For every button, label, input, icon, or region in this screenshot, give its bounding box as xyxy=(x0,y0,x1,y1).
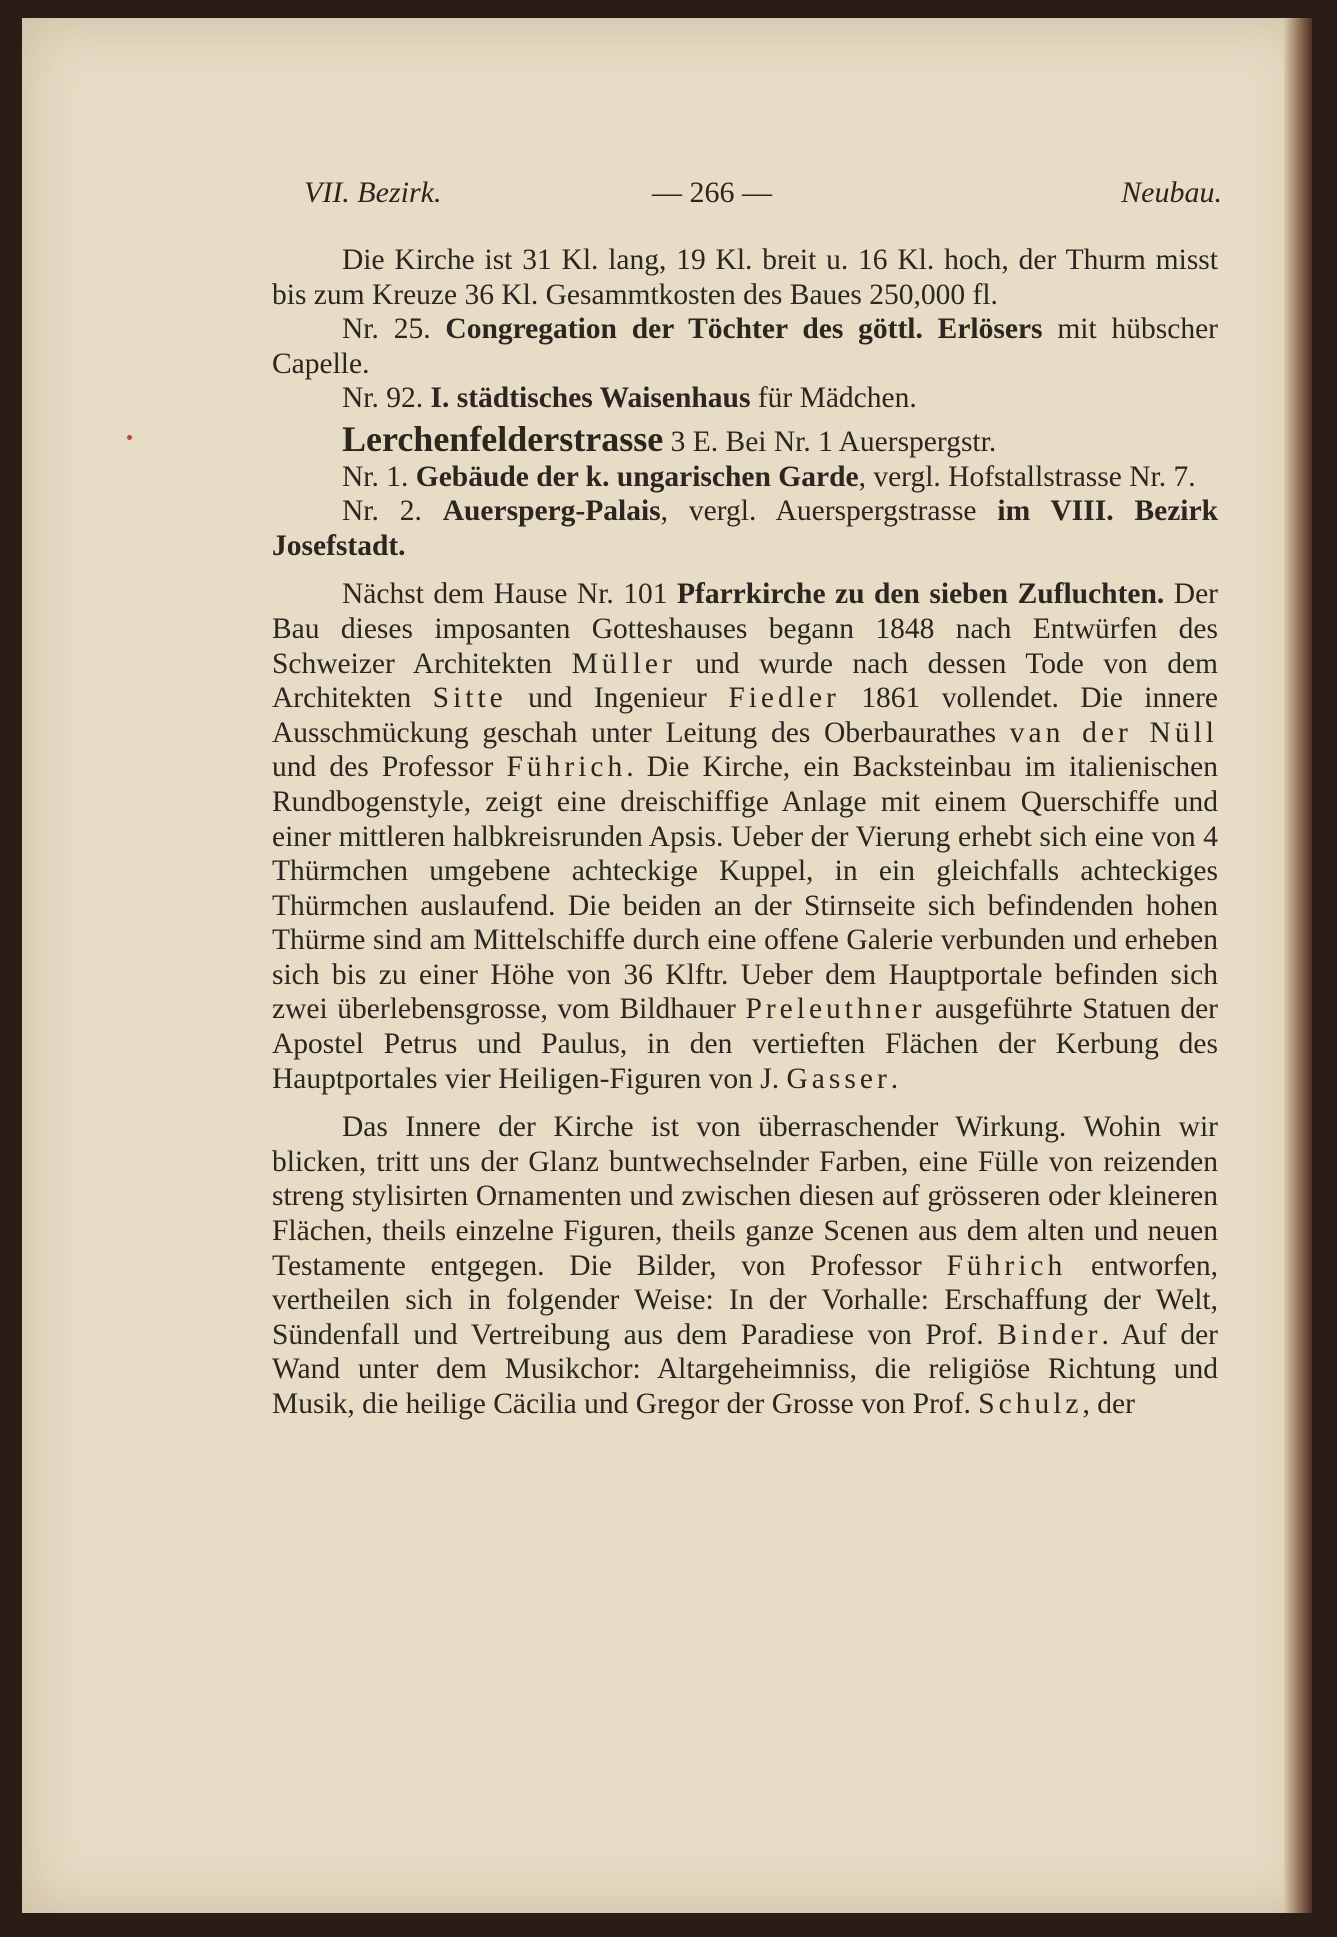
ink-spot xyxy=(127,435,132,440)
person-name: Führich xyxy=(506,751,627,784)
entry-text: . Auf der Wand unter dem Musikchor: Altargeheimniss, die religiöse Richtung und Musik, die heilige Cäcilia und Gregor der Grosse von Prof. xyxy=(272,1318,1218,1420)
entry-text: Das Innere der Kirche ist von überraschender Wirkung. Wohin wir blicken, tritt uns der Glanz buntwechselnder Farben, eine Fülle von reizenden streng stylisirten Ornamenten und zwischen diesen auf grösseren oder kleineren Flächen, theils einzelne Figuren, theils ganze Scenen aus dem alten und neuen Testamente entgegen. Die Bilder, von Professor xyxy=(272,1111,1218,1282)
person-name: Gasser xyxy=(786,1062,891,1095)
header-area: Neubau. xyxy=(1121,176,1222,209)
entry-text: ausgeführte Statuen der Apostel Petrus und Paulus, in den vertieften Flächen der Kerbung des Hauptportales vier Heiligen-Figuren von J. xyxy=(272,993,1219,1095)
paragraph xyxy=(272,460,1218,495)
entry-text: , vergl. Hofstallstrasse Nr. 7. xyxy=(858,460,1196,493)
entry-text: , der xyxy=(1082,1388,1135,1420)
entry-number: Nr. 92. xyxy=(342,382,431,415)
entry-text: 1861 vollendet. Die innere Ausschmückung geschah unter Leitung des Oberbaurathes xyxy=(272,682,1219,749)
entry-text: Der Bau dieses imposanten Gotteshauses begann 1848 nach Entwürfen des Schweizer Architekten xyxy=(272,578,1218,680)
person-name: Schulz xyxy=(978,1388,1083,1420)
entry-title: Gebäude der k. ungarischen Garde xyxy=(415,460,859,493)
person-name: Preleuthner xyxy=(745,993,926,1026)
person-name: Führich xyxy=(946,1249,1067,1282)
person-name: Sitte xyxy=(432,682,507,715)
entry-title: im VIII. Bezirk Josefstadt. xyxy=(272,495,1219,562)
entry-text: und wurde nach dessen Tode von dem Architekten xyxy=(272,647,1218,715)
person-name: Binder xyxy=(997,1318,1102,1351)
page-header xyxy=(282,176,1222,216)
person-name: Müller xyxy=(571,647,676,680)
entry-text: Nächst dem Hause Nr. 101 xyxy=(342,578,677,611)
street-info: 3 E. Bei Nr. 1 Auerspergstr. xyxy=(663,425,997,458)
paragraph xyxy=(272,494,1218,563)
header-district: VII. Bezirk. xyxy=(304,176,442,209)
street-name: Lerchenfelderstrasse xyxy=(342,418,664,459)
entry-text: für Mädchen. xyxy=(750,382,917,415)
paragraph xyxy=(272,243,1218,312)
entry-text: mit hübscher Capelle. xyxy=(272,313,1218,380)
entry-text: und Ingenieur xyxy=(506,682,729,715)
entry-title: Auersperg-Palais xyxy=(442,495,661,528)
entry-text: entworfen, vertheilen sich in folgender Weise: In der Vorhalle: Erschaffung der Welt, Sündenfall und Vertreibung aus dem Paradiese von Prof. xyxy=(272,1249,1218,1351)
entry-text: , vergl. Auerspergstrasse xyxy=(660,495,998,528)
entry-title: Congregation der Töchter des göttl. Erlösers xyxy=(445,313,1043,346)
paragraph-text: Die Kirche ist 31 Kl. lang, 19 Kl. breit u. 16 Kl. hoch, der Thurm misst bis zum Kreuze 36 Kl. Gesammtkosten des Baues 250,000 fl. xyxy=(272,244,1218,311)
person-name: Fiedler xyxy=(728,682,840,715)
page-number: — 266 — xyxy=(652,176,772,209)
entry-text: . Die Kirche, ein Backsteinbau im italienischen Rundbogenstyle, zeigt eine dreischiffige Anlage mit einem Querschiffe und einer mittleren halbkreisrunden Apsis. Ueber der Vierung erhebt sich eine von 4 Thürmchen umgebene achteckige Kuppel, in ein gleichfalls achteckiges Thürmchen auslaufend. Die beiden an der Stirnseite sich befindenden hohen Thürme sind am Mittelschiffe durch eine offene Galerie verbunden und erheben sich bis zu einer Höhe von 36 Klftr. Ueber dem Hauptportale befinden sich zwei überlebensgrosse, vom Bildhauer xyxy=(272,751,1218,1026)
book-page xyxy=(22,18,1312,1913)
paragraph xyxy=(272,381,1218,416)
person-name: van der Nüll xyxy=(1009,716,1218,749)
street-heading xyxy=(272,418,1218,460)
paragraph xyxy=(272,1110,1218,1421)
entry-title: I. städtisches Waisenhaus xyxy=(430,382,751,415)
book-spine xyxy=(1284,18,1312,1913)
entry-number: Nr. 25. xyxy=(342,313,446,346)
paragraph xyxy=(272,577,1218,1096)
entry-number: Nr. 1. xyxy=(342,460,416,493)
entry-title: Pfarrkirche zu den sieben Zufluchten. xyxy=(677,578,1165,611)
entry-number: Nr. 2. xyxy=(342,495,443,528)
body-text xyxy=(272,243,1218,1422)
entry-text: und des Professor xyxy=(272,751,507,784)
paragraph xyxy=(272,312,1218,381)
entry-text: . xyxy=(890,1062,899,1095)
